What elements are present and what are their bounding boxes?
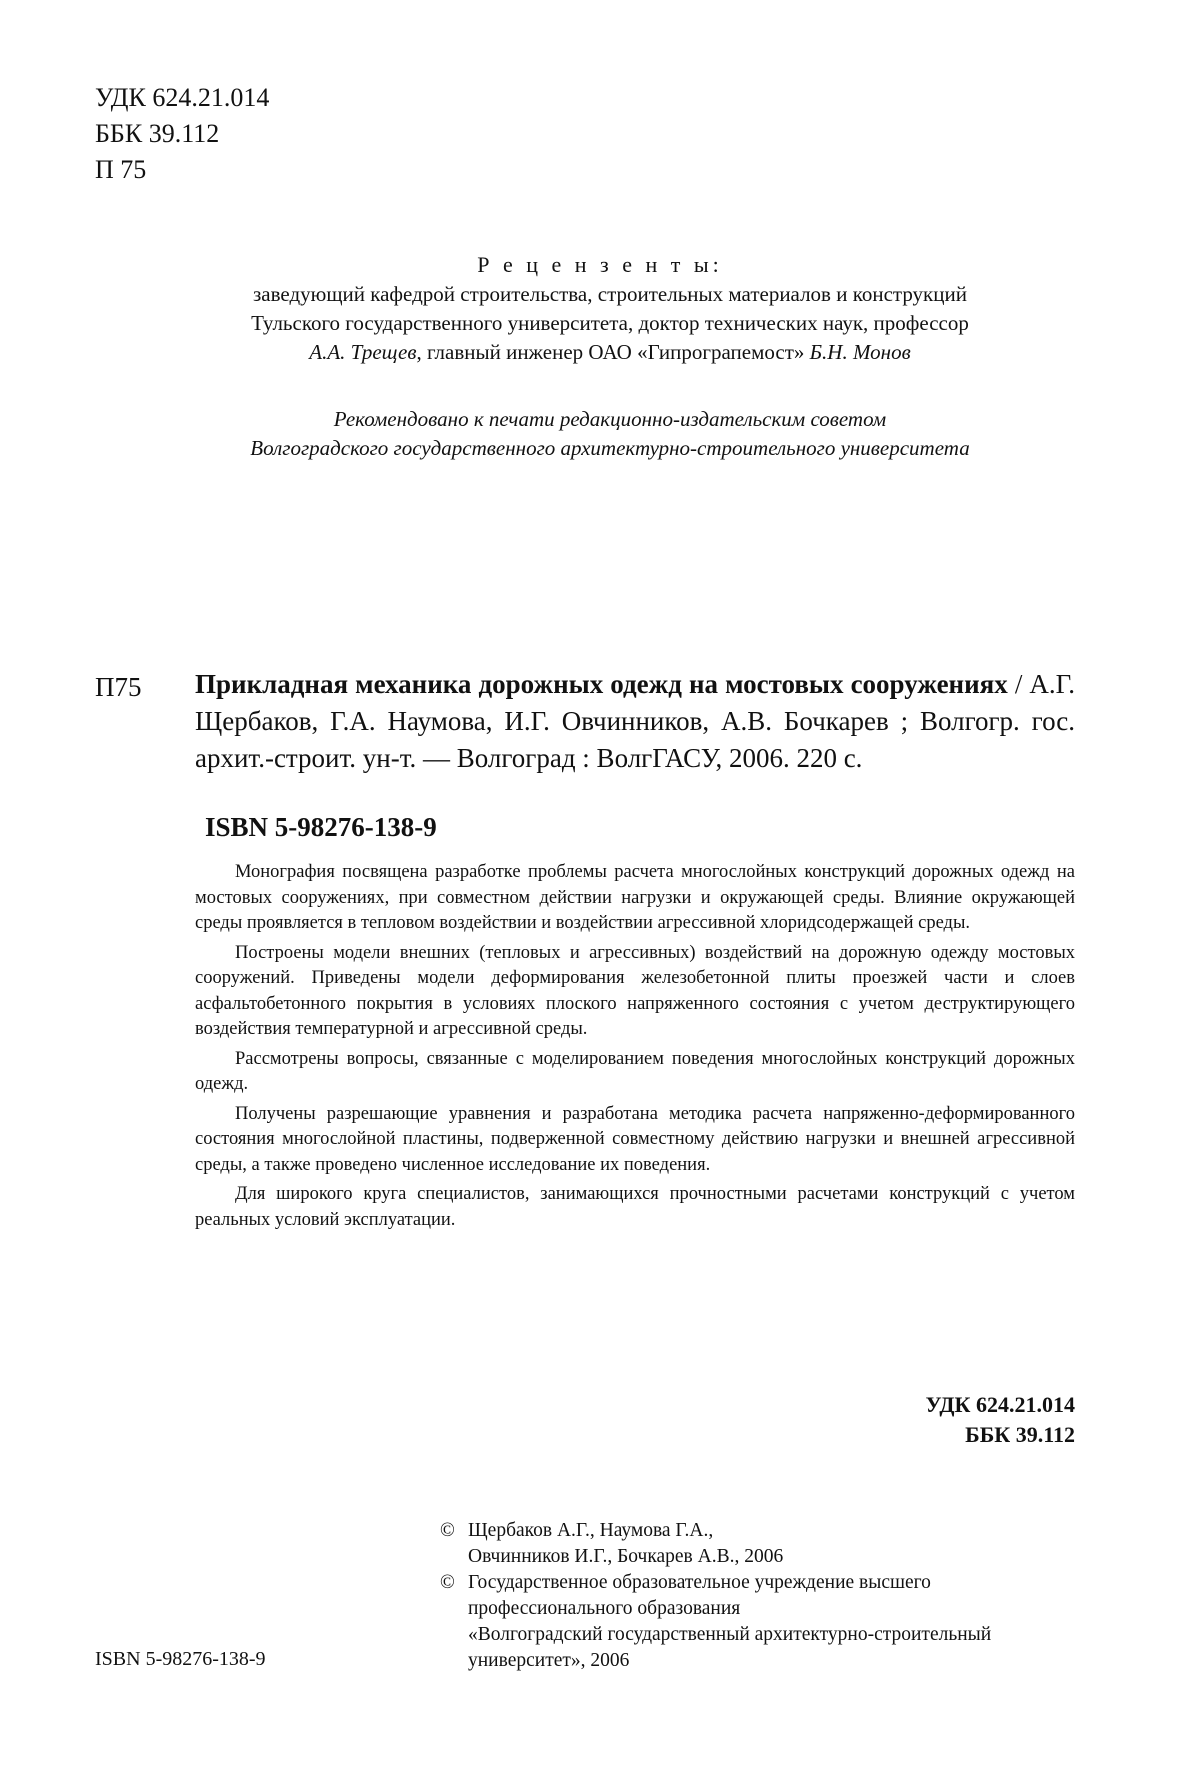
recommendation-line-2: Волгоградского государственного архитектурно-строительного университета: [250, 436, 970, 460]
reviewers-line-3: [140, 338, 1080, 367]
recommendation-block: [140, 405, 1080, 463]
copyright-symbol: ©: [440, 1572, 455, 1593]
isbn-main: ISBN 5-98276-138-9: [205, 812, 437, 842]
book-title: Прикладная механика дорожных одежд на мостовых сооружениях: [195, 669, 1008, 699]
reviewers-block: [140, 280, 1080, 367]
copyright-institution-line-3: «Волгоградский государственный архитектурно-строительный: [468, 1624, 992, 1645]
classification-codes-right: [700, 1390, 1075, 1450]
copyright-institution-line-2: профессионального образования: [468, 1598, 741, 1619]
copyright-authors-line-1: Щербаков А.Г., Наумова Г.А.,: [468, 1520, 714, 1541]
catalog-entry: [195, 666, 1075, 777]
abstract-paragraph-4: Получены разрешающие уравнения и разработана методика расчета напряженно-деформированного состояния многослойной пластины, подверженной совместному действию нагрузки и внешней агрессивной среды, а также проведено численное исследование их поведения.: [195, 1103, 1075, 1175]
copyright-institution-line-4: университет», 2006: [468, 1650, 630, 1671]
abstract-paragraph-1: Монография посвящена разработке проблемы расчета многослойных конструкций дорожных одежд на мостовых сооружениях, при совместном действии нагрузки и окружающей среды. Влияние окружающей среды проявляется в тепловом воздействии и воздействии агрессивной хлоридсодержащей среды.: [195, 862, 1075, 933]
reviewer-name-1: А.А. Трещев: [309, 340, 417, 364]
udk-code: УДК 624.21.014: [95, 83, 270, 112]
author-mark: П 75: [95, 155, 147, 184]
copyright-authors: [440, 1518, 1140, 1570]
reviewer-name-2: Б.Н. Монов: [809, 340, 911, 364]
abstract-paragraph-2: Построены модели внешних (тепловых и агрессивных) воздействий на дорожную одежду мостовых сооружений. Приведены модели деформирования железобетонной плиты проезжей части и слоев асфальтобетонного покрытия в условиях плоского напряженного состояния с учетом деструктирующего воздействия температурной и агрессивной среды.: [195, 942, 1075, 1039]
abstract-paragraph-3: Рассмотрены вопросы, связанные с моделированием поведения многослойных конструкций дорожных одежд.: [195, 1048, 1075, 1094]
isbn-bottom: ISBN 5-98276-138-9: [95, 1648, 266, 1670]
copyright-institution: [440, 1570, 1140, 1674]
udk-code-right: УДК 624.21.014: [925, 1392, 1075, 1417]
reviewers-line-1: заведующий кафедрой строительства, строительных материалов и конструкций: [253, 282, 967, 306]
abstract-paragraph-5: Для широкого круга специалистов, занимающихся прочностными расчетами конструкций с учетом реальных условий эксплуатации.: [195, 1184, 1075, 1230]
copyright-block: [440, 1518, 1140, 1674]
copyright-authors-line-2: Овчинников И.Г., Бочкарев А.В., 2006: [468, 1546, 784, 1567]
bbk-code-right: ББК 39.112: [965, 1422, 1075, 1447]
reviewers-line-2: Тульского государственного университета, доктор технических наук, профессор: [251, 311, 969, 335]
copyright-institution-line-1: Государственное образовательное учреждение высшего: [468, 1572, 931, 1593]
recommendation-line-1: Рекомендовано к печати редакционно-издательским советом: [333, 407, 887, 431]
reviewers-heading: Р е ц е н з е н т ы:: [477, 252, 723, 277]
bibliographic-details: / А.Г. Щербаков, Г.А. Наумова, И.Г. Овчинников, А.В. Бочкарев ; Волгогр. гос. архит.-строит. ун-т. — Волгоград : ВолгГАСУ, 2006. 220 с.: [195, 669, 1075, 773]
abstract: [195, 860, 1075, 1237]
classification-codes: [95, 80, 269, 188]
catalog-code: П75: [95, 672, 142, 702]
reviewer-position: , главный инженер ОАО «Гипрограпемост»: [416, 340, 810, 364]
bbk-code: ББК 39.112: [95, 119, 220, 148]
copyright-symbol: ©: [440, 1520, 455, 1541]
